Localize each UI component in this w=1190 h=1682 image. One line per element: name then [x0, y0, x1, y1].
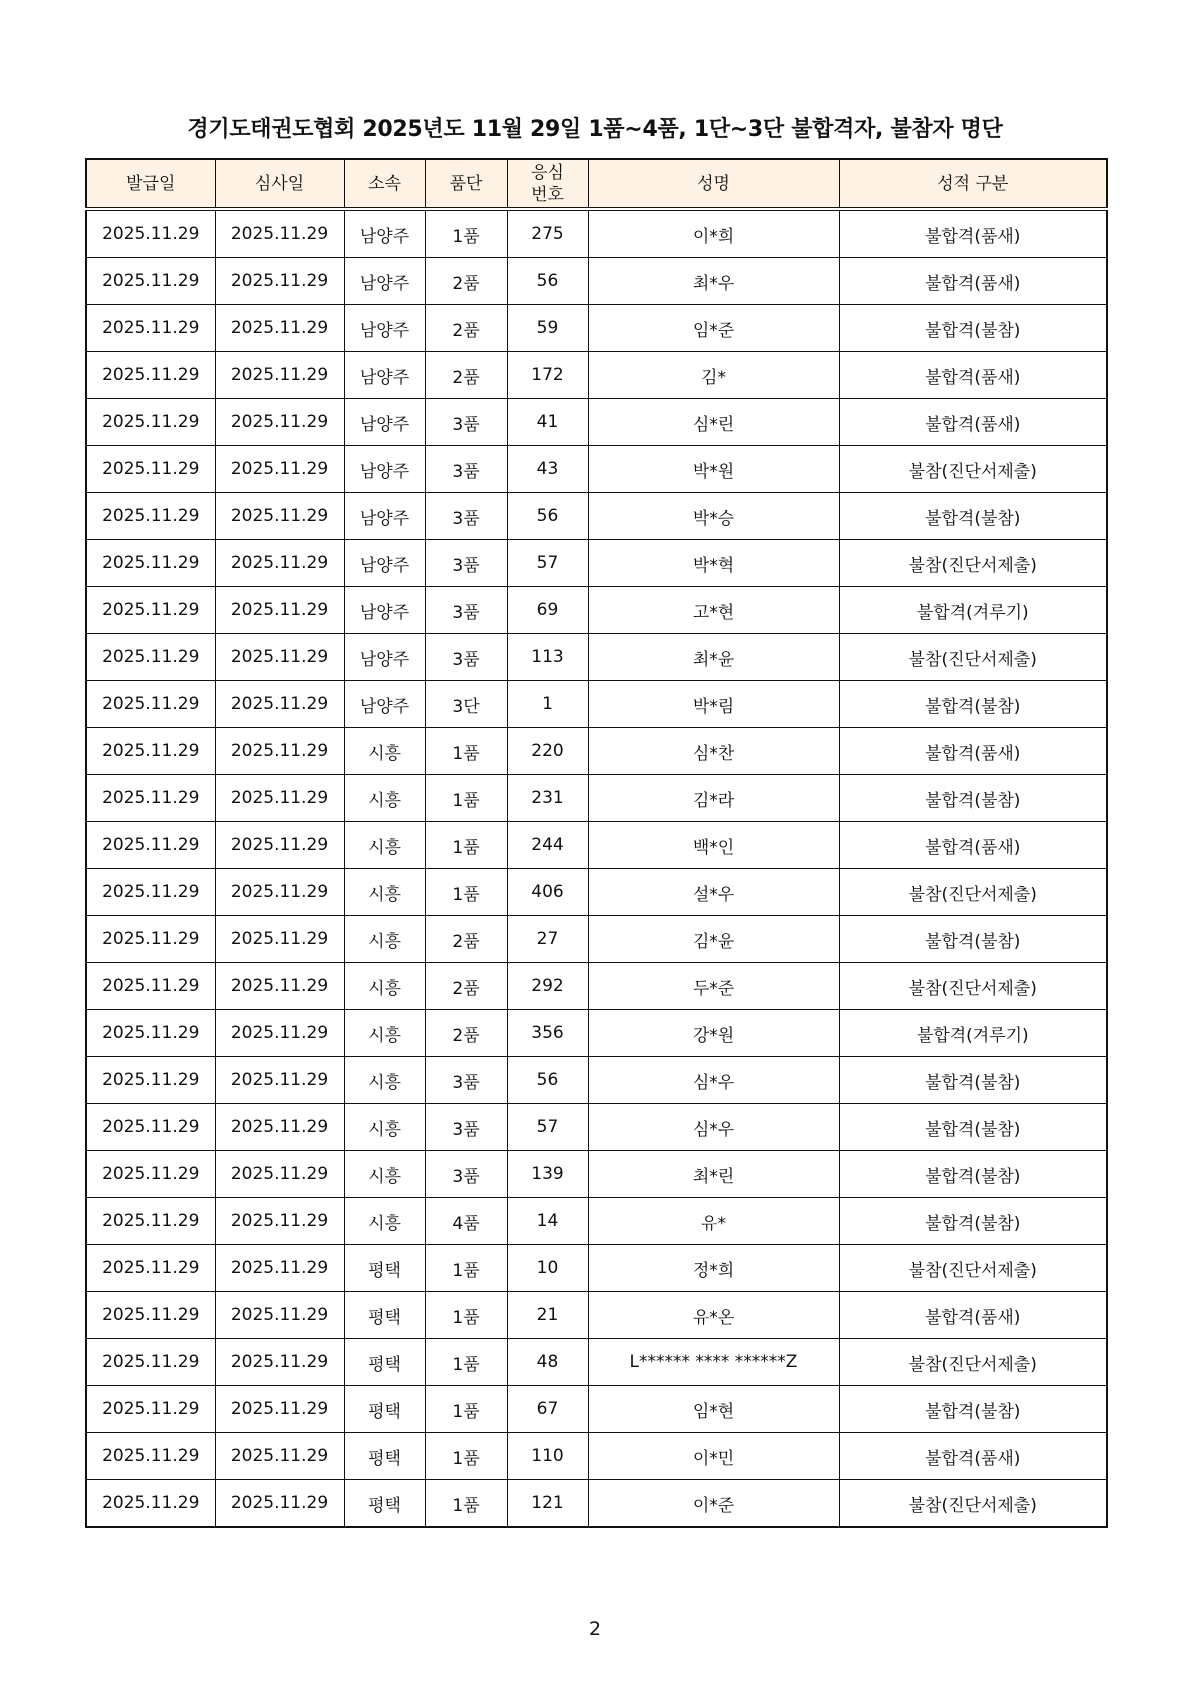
table-row: [86, 775, 1107, 822]
cell-exam-number: 43: [507, 446, 588, 493]
cell-exam-number: 172: [507, 352, 588, 399]
cell-exam-number: 56: [507, 258, 588, 305]
cell-affiliation: 시흥: [344, 869, 425, 916]
cell-affiliation: 시흥: [344, 1198, 425, 1245]
table-row: [86, 305, 1107, 352]
cell-result: 불참(진단서제출): [839, 634, 1107, 681]
cell-name: 박*원: [588, 446, 839, 493]
cell-name: 최*윤: [588, 634, 839, 681]
cell-name: 고*현: [588, 587, 839, 634]
cell-issue-date: 2025.11.29: [86, 1339, 215, 1386]
cell-rank: 1품: [425, 869, 507, 916]
cell-name: 임*현: [588, 1386, 839, 1433]
column-header-issue-date: 발급일: [86, 159, 215, 209]
cell-exam-date: 2025.11.29: [215, 1104, 344, 1151]
cell-name: 박*혁: [588, 540, 839, 587]
cell-name: 김*: [588, 352, 839, 399]
column-header-exam-number-line2: 번호: [531, 184, 564, 205]
cell-affiliation: 시흥: [344, 822, 425, 869]
cell-affiliation: 남양주: [344, 209, 425, 258]
cell-rank: 1품: [425, 822, 507, 869]
cell-affiliation: 평택: [344, 1433, 425, 1480]
cell-name: 심*우: [588, 1104, 839, 1151]
cell-exam-number: 356: [507, 1010, 588, 1057]
cell-exam-number: 292: [507, 963, 588, 1010]
cell-rank: 2품: [425, 258, 507, 305]
cell-exam-date: 2025.11.29: [215, 1057, 344, 1104]
column-header-result: 성적 구분: [839, 159, 1107, 209]
cell-affiliation: 남양주: [344, 540, 425, 587]
cell-exam-number: 406: [507, 869, 588, 916]
cell-name: 심*찬: [588, 728, 839, 775]
cell-rank: 3품: [425, 540, 507, 587]
cell-name: L****** **** ******Z: [588, 1339, 839, 1386]
cell-name: 정*희: [588, 1245, 839, 1292]
cell-exam-date: 2025.11.29: [215, 1151, 344, 1198]
cell-result: 불합격(품새): [839, 399, 1107, 446]
cell-rank: 2품: [425, 305, 507, 352]
page-number: 2: [588, 1618, 602, 1640]
cell-name: 임*준: [588, 305, 839, 352]
cell-name: 박*승: [588, 493, 839, 540]
cell-issue-date: 2025.11.29: [86, 587, 215, 634]
cell-exam-number: 139: [507, 1151, 588, 1198]
table-row: [86, 681, 1107, 728]
cell-rank: 1품: [425, 728, 507, 775]
cell-exam-number: 48: [507, 1339, 588, 1386]
table-row: [86, 1339, 1107, 1386]
cell-result: 불합격(불참): [839, 1386, 1107, 1433]
cell-name: 두*준: [588, 963, 839, 1010]
cell-rank: 1품: [425, 1245, 507, 1292]
cell-exam-date: 2025.11.29: [215, 305, 344, 352]
table-row: [86, 1433, 1107, 1480]
column-header-name: 성명: [588, 159, 839, 209]
cell-issue-date: 2025.11.29: [86, 1151, 215, 1198]
cell-issue-date: 2025.11.29: [86, 1198, 215, 1245]
cell-issue-date: 2025.11.29: [86, 1245, 215, 1292]
cell-rank: 3품: [425, 493, 507, 540]
cell-exam-number: 110: [507, 1433, 588, 1480]
table-row: [86, 822, 1107, 869]
table-row: [86, 1010, 1107, 1057]
table-row: [86, 1151, 1107, 1198]
cell-result: 불참(진단서제출): [839, 1245, 1107, 1292]
cell-affiliation: 평택: [344, 1480, 425, 1528]
cell-rank: 3단: [425, 681, 507, 728]
table-row: [86, 1480, 1107, 1528]
cell-rank: 2품: [425, 916, 507, 963]
cell-rank: 4품: [425, 1198, 507, 1245]
cell-exam-number: 56: [507, 1057, 588, 1104]
cell-result: 불합격(불참): [839, 493, 1107, 540]
cell-issue-date: 2025.11.29: [86, 540, 215, 587]
table-row: [86, 1386, 1107, 1433]
cell-exam-number: 59: [507, 305, 588, 352]
cell-issue-date: 2025.11.29: [86, 1292, 215, 1339]
cell-rank: 3품: [425, 634, 507, 681]
table-row: [86, 869, 1107, 916]
cell-exam-number: 14: [507, 1198, 588, 1245]
cell-rank: 1품: [425, 1386, 507, 1433]
cell-exam-date: 2025.11.29: [215, 399, 344, 446]
cell-name: 심*우: [588, 1057, 839, 1104]
cell-result: 불합격(불참): [839, 1151, 1107, 1198]
table-row: [86, 1057, 1107, 1104]
cell-name: 김*윤: [588, 916, 839, 963]
cell-affiliation: 시흥: [344, 1057, 425, 1104]
cell-rank: 1품: [425, 1433, 507, 1480]
cell-result: 불합격(품새): [839, 822, 1107, 869]
cell-affiliation: 시흥: [344, 1104, 425, 1151]
cell-result: 불참(진단서제출): [839, 1480, 1107, 1528]
cell-exam-date: 2025.11.29: [215, 540, 344, 587]
cell-rank: 3품: [425, 587, 507, 634]
cell-issue-date: 2025.11.29: [86, 634, 215, 681]
cell-issue-date: 2025.11.29: [86, 916, 215, 963]
cell-affiliation: 남양주: [344, 587, 425, 634]
cell-affiliation: 남양주: [344, 258, 425, 305]
cell-affiliation: 시흥: [344, 728, 425, 775]
table-row: [86, 587, 1107, 634]
cell-exam-date: 2025.11.29: [215, 446, 344, 493]
cell-result: 불합격(불참): [839, 1198, 1107, 1245]
table-row: [86, 399, 1107, 446]
cell-name: 설*우: [588, 869, 839, 916]
cell-affiliation: 시흥: [344, 775, 425, 822]
cell-exam-date: 2025.11.29: [215, 1386, 344, 1433]
cell-exam-date: 2025.11.29: [215, 1010, 344, 1057]
cell-result: 불합격(품새): [839, 352, 1107, 399]
cell-rank: 1품: [425, 1292, 507, 1339]
cell-issue-date: 2025.11.29: [86, 446, 215, 493]
cell-name: 박*림: [588, 681, 839, 728]
cell-issue-date: 2025.11.29: [86, 681, 215, 728]
cell-affiliation: 남양주: [344, 493, 425, 540]
cell-affiliation: 남양주: [344, 305, 425, 352]
table-row: [86, 1198, 1107, 1245]
cell-name: 유*: [588, 1198, 839, 1245]
cell-name: 최*우: [588, 258, 839, 305]
cell-exam-number: 41: [507, 399, 588, 446]
results-table: [85, 158, 1108, 1528]
cell-issue-date: 2025.11.29: [86, 728, 215, 775]
column-header-exam-date: 심사일: [215, 159, 344, 209]
cell-exam-date: 2025.11.29: [215, 209, 344, 258]
table-row: [86, 963, 1107, 1010]
cell-name: 유*온: [588, 1292, 839, 1339]
table-row: [86, 352, 1107, 399]
cell-name: 최*린: [588, 1151, 839, 1198]
cell-issue-date: 2025.11.29: [86, 1386, 215, 1433]
cell-name: 이*민: [588, 1433, 839, 1480]
cell-exam-number: 113: [507, 634, 588, 681]
cell-rank: 2품: [425, 963, 507, 1010]
cell-issue-date: 2025.11.29: [86, 1104, 215, 1151]
cell-exam-number: 67: [507, 1386, 588, 1433]
cell-result: 불합격(품새): [839, 258, 1107, 305]
column-header-affiliation: 소속: [344, 159, 425, 209]
cell-issue-date: 2025.11.29: [86, 1010, 215, 1057]
cell-result: 불참(진단서제출): [839, 869, 1107, 916]
cell-result: 불참(진단서제출): [839, 446, 1107, 493]
cell-exam-date: 2025.11.29: [215, 963, 344, 1010]
cell-exam-number: 69: [507, 587, 588, 634]
cell-result: 불참(진단서제출): [839, 540, 1107, 587]
cell-exam-number: 121: [507, 1480, 588, 1528]
cell-result: 불합격(겨루기): [839, 587, 1107, 634]
cell-rank: 1품: [425, 775, 507, 822]
cell-name: 이*준: [588, 1480, 839, 1528]
cell-exam-number: 244: [507, 822, 588, 869]
cell-rank: 1품: [425, 1480, 507, 1528]
table-row: [86, 446, 1107, 493]
table-row: [86, 209, 1107, 258]
table-row: [86, 1104, 1107, 1151]
cell-exam-number: 57: [507, 540, 588, 587]
table-row: [86, 258, 1107, 305]
page-title: 경기도태권도협회 2025년도 11월 29일 1품~4품, 1단~3단 불합격자, 불참자 명단: [187, 117, 1003, 142]
cell-name: 강*원: [588, 1010, 839, 1057]
table-row: [86, 1245, 1107, 1292]
cell-result: 불합격(불참): [839, 305, 1107, 352]
cell-rank: 3품: [425, 446, 507, 493]
cell-rank: 3품: [425, 399, 507, 446]
cell-result: 불합격(품새): [839, 1433, 1107, 1480]
cell-issue-date: 2025.11.29: [86, 258, 215, 305]
cell-name: 백*인: [588, 822, 839, 869]
cell-issue-date: 2025.11.29: [86, 775, 215, 822]
cell-issue-date: 2025.11.29: [86, 493, 215, 540]
cell-result: 불합격(품새): [839, 728, 1107, 775]
cell-exam-date: 2025.11.29: [215, 493, 344, 540]
column-header-exam-number: [507, 159, 588, 209]
cell-rank: 1품: [425, 1339, 507, 1386]
column-header-exam-number-line1: 응심: [531, 162, 564, 183]
table-row: [86, 1292, 1107, 1339]
cell-exam-number: 10: [507, 1245, 588, 1292]
cell-exam-date: 2025.11.29: [215, 775, 344, 822]
cell-issue-date: 2025.11.29: [86, 822, 215, 869]
cell-exam-number: 57: [507, 1104, 588, 1151]
column-header-rank: 품단: [425, 159, 507, 209]
cell-affiliation: 시흥: [344, 916, 425, 963]
table-body: [86, 209, 1107, 1527]
cell-rank: 2품: [425, 1010, 507, 1057]
cell-issue-date: 2025.11.29: [86, 399, 215, 446]
cell-affiliation: 남양주: [344, 634, 425, 681]
cell-exam-date: 2025.11.29: [215, 587, 344, 634]
cell-exam-number: 231: [507, 775, 588, 822]
cell-issue-date: 2025.11.29: [86, 1057, 215, 1104]
cell-rank: 3품: [425, 1057, 507, 1104]
cell-affiliation: 평택: [344, 1386, 425, 1433]
table-row: [86, 728, 1107, 775]
table-row: [86, 916, 1107, 963]
cell-exam-date: 2025.11.29: [215, 822, 344, 869]
cell-issue-date: 2025.11.29: [86, 209, 215, 258]
cell-affiliation: 남양주: [344, 352, 425, 399]
cell-affiliation: 시흥: [344, 1151, 425, 1198]
cell-issue-date: 2025.11.29: [86, 1480, 215, 1528]
cell-exam-date: 2025.11.29: [215, 634, 344, 681]
cell-result: 불합격(불참): [839, 681, 1107, 728]
cell-rank: 1품: [425, 209, 507, 258]
cell-affiliation: 남양주: [344, 399, 425, 446]
cell-issue-date: 2025.11.29: [86, 352, 215, 399]
cell-affiliation: 시흥: [344, 1010, 425, 1057]
cell-name: 김*라: [588, 775, 839, 822]
cell-rank: 3품: [425, 1104, 507, 1151]
cell-exam-number: 220: [507, 728, 588, 775]
cell-result: 불합격(불참): [839, 1057, 1107, 1104]
table-row: [86, 493, 1107, 540]
cell-result: 불참(진단서제출): [839, 963, 1107, 1010]
table-row: [86, 540, 1107, 587]
cell-exam-number: 1: [507, 681, 588, 728]
cell-exam-date: 2025.11.29: [215, 728, 344, 775]
cell-affiliation: 남양주: [344, 681, 425, 728]
cell-affiliation: 평택: [344, 1292, 425, 1339]
cell-exam-date: 2025.11.29: [215, 916, 344, 963]
cell-issue-date: 2025.11.29: [86, 305, 215, 352]
cell-exam-date: 2025.11.29: [215, 869, 344, 916]
cell-exam-date: 2025.11.29: [215, 1245, 344, 1292]
cell-exam-date: 2025.11.29: [215, 352, 344, 399]
cell-exam-number: 21: [507, 1292, 588, 1339]
cell-name: 심*린: [588, 399, 839, 446]
cell-exam-date: 2025.11.29: [215, 1198, 344, 1245]
cell-result: 불합격(불참): [839, 916, 1107, 963]
cell-name: 이*희: [588, 209, 839, 258]
cell-rank: 3품: [425, 1151, 507, 1198]
cell-result: 불합격(불참): [839, 1104, 1107, 1151]
cell-exam-date: 2025.11.29: [215, 1480, 344, 1528]
cell-exam-number: 27: [507, 916, 588, 963]
cell-issue-date: 2025.11.29: [86, 1433, 215, 1480]
cell-exam-number: 275: [507, 209, 588, 258]
cell-issue-date: 2025.11.29: [86, 963, 215, 1010]
cell-exam-date: 2025.11.29: [215, 1339, 344, 1386]
cell-exam-date: 2025.11.29: [215, 1433, 344, 1480]
cell-rank: 2품: [425, 352, 507, 399]
cell-affiliation: 평택: [344, 1339, 425, 1386]
cell-exam-number: 56: [507, 493, 588, 540]
cell-issue-date: 2025.11.29: [86, 869, 215, 916]
cell-result: 불합격(품새): [839, 1292, 1107, 1339]
cell-result: 불합격(품새): [839, 209, 1107, 258]
cell-result: 불합격(겨루기): [839, 1010, 1107, 1057]
cell-affiliation: 시흥: [344, 963, 425, 1010]
cell-exam-date: 2025.11.29: [215, 681, 344, 728]
cell-affiliation: 평택: [344, 1245, 425, 1292]
table-row: [86, 634, 1107, 681]
cell-result: 불합격(불참): [839, 775, 1107, 822]
cell-affiliation: 남양주: [344, 446, 425, 493]
table-header-row: [86, 159, 1107, 209]
cell-exam-date: 2025.11.29: [215, 258, 344, 305]
cell-result: 불참(진단서제출): [839, 1339, 1107, 1386]
cell-exam-date: 2025.11.29: [215, 1292, 344, 1339]
